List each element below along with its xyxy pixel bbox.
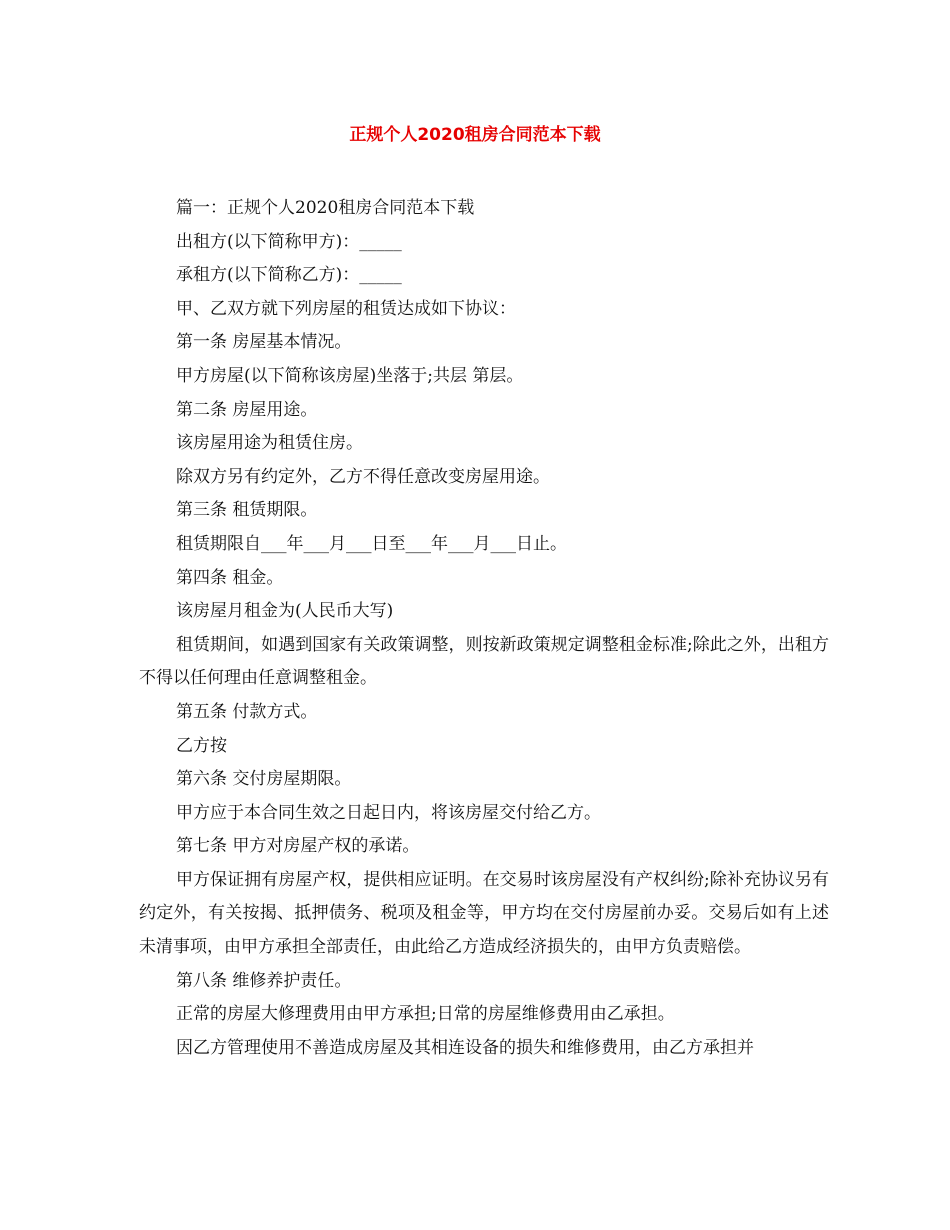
paragraph: 第七条 甲方对房屋产权的承诺。 <box>176 836 420 857</box>
paragraph: 甲方房屋(以下简称该房屋)坐落于;共层 第层。 <box>176 365 524 386</box>
paragraph: 甲方应于本合同生效之日起日内，将该房屋交付给乙方。 <box>176 802 601 823</box>
paragraph: 甲、乙双方就下列房屋的租赁达成如下协议： <box>176 298 516 319</box>
document-title: 正规个人2020租房合同范本下载 <box>349 125 601 145</box>
paragraph: 篇一：正规个人2020租房合同范本下载 <box>176 198 475 218</box>
paragraph: 第八条 维修养护责任。 <box>176 970 352 991</box>
paragraph: 租赁期间，如遇到国家有关政策调整，则按新政策规定调整租金标准;除此之外，出租方不得以任何理由任意调整租金。 <box>139 634 829 689</box>
paragraph: 第一条 房屋基本情况。 <box>176 332 352 353</box>
paragraph: 除双方另有约定外，乙方不得任意改变房屋用途。 <box>176 466 550 487</box>
paragraph: 该房屋用途为租赁住房。 <box>176 433 363 454</box>
paragraph: 第三条 租赁期限。 <box>176 500 318 521</box>
paragraph: 正常的房屋大修理费用由甲方承担;日常的房屋维修费用由乙承担。 <box>176 1004 675 1025</box>
paragraph: 租赁期限自___年___月___日至___年___月___日止。 <box>176 533 567 554</box>
paragraph: 甲方保证拥有房屋产权，提供相应证明。在交易时该房屋没有产权纠纷;除补充协议另有约定外，有关按揭、抵押债务、税项及租金等，甲方均在交付房屋前办妥。交易后如有上述未清事项，由甲方承担全部责任，由此给乙方造成经济损失的，由甲方负责赔偿。 <box>139 869 829 958</box>
document-body <box>139 192 829 1065</box>
paragraph: 出租方(以下简称甲方)：_____ <box>176 231 402 252</box>
paragraph: 第六条 交付房屋期限。 <box>176 769 352 790</box>
paragraph: 乙方按 <box>176 735 227 756</box>
paragraph: 第二条 房屋用途。 <box>176 399 318 420</box>
paragraph: 第五条 付款方式。 <box>176 701 318 722</box>
paragraph: 因乙方管理使用不善造成房屋及其相连设备的损失和维修费用，由乙方承担并 <box>176 1037 754 1058</box>
paragraph: 承租方(以下简称乙方)：_____ <box>176 265 402 286</box>
paragraph: 第四条 租金。 <box>176 567 284 588</box>
paragraph: 该房屋月租金为(人民币大写) <box>176 601 394 622</box>
